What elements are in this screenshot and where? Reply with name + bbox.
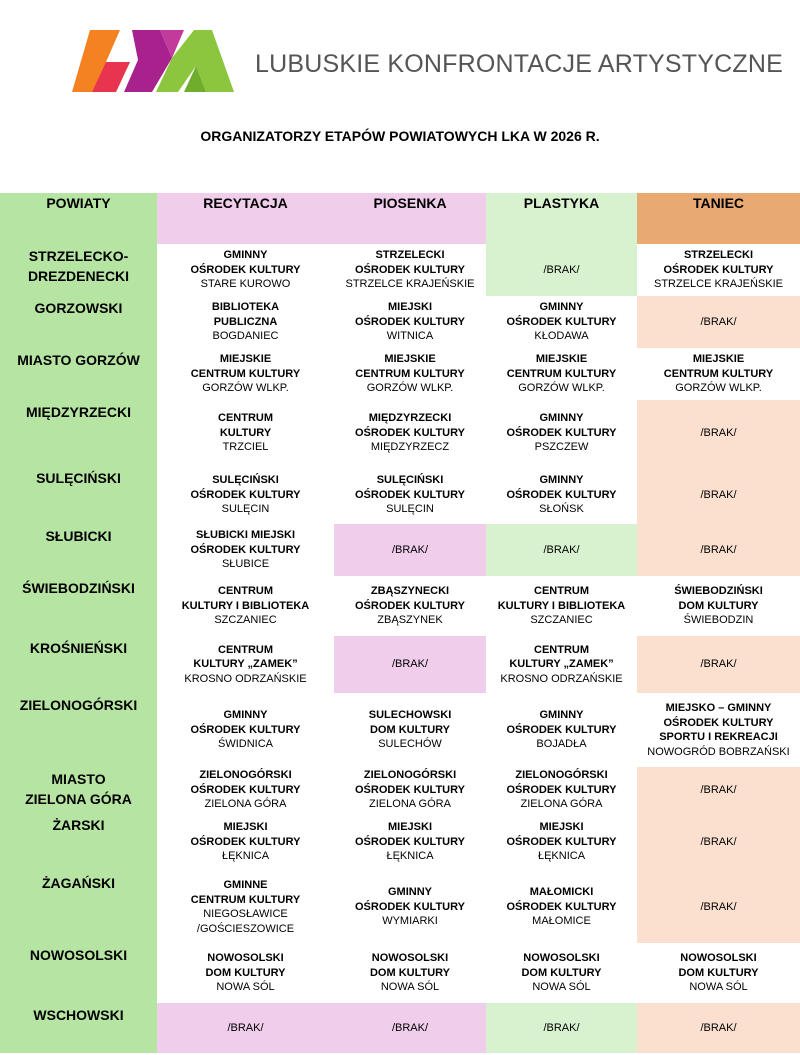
organizer-name: KULTURY „ZAMEK” [193, 658, 298, 671]
organizer-name: DOM KULTURY [205, 966, 286, 979]
piosenka-organizer-cell [334, 693, 486, 767]
organizer-name: CENTRUM [534, 643, 589, 656]
organizer-name: OŚRODEK KULTURY [506, 488, 617, 501]
organizer-location: NIEGOSŁAWICE [203, 908, 288, 920]
recytacja-organizer-cell [157, 636, 334, 693]
organizer-name: OŚRODEK KULTURY [190, 723, 301, 736]
powiat-name-line: DREZDENECKI [27, 268, 130, 284]
organizer-location: SZCZANIEC [214, 614, 277, 627]
table-row [0, 348, 800, 400]
organizer-location: PSZCZEW [534, 441, 589, 454]
organizer-name: MIEJSKI [223, 821, 268, 834]
organizer-name: OŚRODEK KULTURY [190, 835, 301, 848]
organizer-name: OŚRODEK KULTURY [663, 716, 774, 729]
taniec-organizer-cell [637, 693, 800, 767]
organizer-name: OŚRODEK KULTURY [355, 315, 465, 328]
organizer-location: NOWOGRÓD BOBRZAŃSKI [647, 745, 790, 758]
organizer-name: GMINNE [223, 879, 268, 891]
organizer-location: ZBĄSZYNEK [377, 614, 443, 627]
organizer-name: OŚRODEK KULTURY [190, 488, 301, 501]
organizer-location: STRZELCE KRAJEŃSKIE [345, 278, 475, 291]
recytacja-empty-cell: /BRAK/ [157, 1003, 334, 1053]
powiat-name-line: ŻAGAŃSKI [41, 875, 116, 891]
organizer-location: GORZÓW WLKP. [202, 382, 289, 395]
table-row [0, 244, 800, 296]
powiat-name-line: ŻARSKI [52, 817, 105, 833]
organizer-location: ZIELONA GÓRA [520, 798, 603, 811]
organizer-location: SZCZANIEC [530, 614, 593, 627]
organizer-name: NOWOSOLSKI [680, 952, 757, 965]
plastyka-empty-cell: /BRAK/ [486, 244, 637, 296]
recytacja-organizer-cell [157, 943, 334, 1003]
powiat-name-line: ZIELONOGÓRSKI [19, 697, 138, 713]
organizer-name: CENTRUM [218, 585, 273, 598]
organizer-location: GORZÓW WLKP. [366, 382, 454, 395]
organizer-name: GMINNY [539, 412, 584, 425]
powiat-name [0, 576, 157, 636]
taniec-organizer-cell [637, 576, 800, 636]
taniec-empty-cell: /BRAK/ [637, 813, 800, 871]
powiat-name [0, 244, 157, 296]
recytacja-organizer-cell [157, 348, 334, 400]
piosenka-organizer-cell [334, 400, 486, 466]
plastyka-organizer-cell [486, 693, 637, 767]
powiat-name [0, 524, 157, 576]
recytacja-organizer-cell [157, 813, 334, 871]
organizer-location: BOGDANIEC [212, 330, 279, 343]
organizer-name: CENTRUM [218, 412, 273, 425]
recytacja-organizer-cell [157, 524, 334, 576]
table-row [0, 296, 800, 348]
powiat-name [0, 767, 157, 813]
organizer-name: PUBLICZNA [213, 315, 278, 328]
organizer-name: OŚRODEK KULTURY [355, 783, 465, 796]
recytacja-organizer-cell [157, 244, 334, 296]
piosenka-organizer-cell [334, 296, 486, 348]
powiat-name-line: MIĘDZYRZECKI [26, 404, 131, 420]
powiat-name-line: GORZOWSKI [34, 300, 123, 316]
header-taniec: TANIEC [637, 193, 800, 244]
organizer-location: NOWA SÓL [216, 981, 275, 994]
header-piosenka: PIOSENKA [334, 193, 486, 244]
organizer-location: ZIELONA GÓRA [369, 798, 451, 811]
organizer-name: SULĘCIŃSKI [212, 474, 279, 487]
table-row [0, 943, 800, 1003]
plastyka-organizer-cell [486, 296, 637, 348]
organizer-name: NOWOSOLSKI [523, 952, 600, 965]
table-row [0, 636, 800, 693]
organizer-name: OŚRODEK KULTURY [663, 263, 774, 276]
taniec-empty-cell: /BRAK/ [637, 636, 800, 693]
plastyka-organizer-cell [486, 400, 637, 466]
organizer-name: ZIELONOGÓRSKI [515, 769, 608, 782]
organizer-location: KROSNO ODRZAŃSKIE [184, 672, 307, 685]
organizer-name: STRZELECKI [683, 249, 754, 262]
organizer-name: OŚRODEK KULTURY [190, 543, 301, 556]
organizer-location: ŁĘKNICA [537, 850, 586, 863]
powiat-name [0, 871, 157, 943]
organizer-name: OŚRODEK KULTURY [355, 599, 465, 612]
organizer-name: OŚRODEK KULTURY [190, 783, 301, 796]
organizer-name: OŚRODEK KULTURY [355, 835, 465, 848]
organizer-name: NOWOSOLSKI [207, 952, 284, 965]
plastyka-empty-cell: /BRAK/ [486, 1003, 637, 1053]
table-header-row [0, 193, 800, 244]
organizer-location: MIĘDZYRZECZ [370, 441, 450, 454]
powiat-name-line: NOWOSOLSKI [29, 947, 128, 963]
organizer-location: WITNICA [386, 330, 434, 343]
organizer-name: KULTURY I BIBLIOTEKA [181, 599, 310, 612]
organizer-name: DOM KULTURY [369, 723, 451, 736]
organizer-name: KULTURY I BIBLIOTEKA [497, 599, 626, 612]
organizer-name: CENTRUM KULTURY [663, 367, 774, 380]
taniec-empty-cell: /BRAK/ [637, 1003, 800, 1053]
taniec-organizer-cell [637, 943, 800, 1003]
header-powiaty: POWIATY [0, 193, 157, 244]
organizer-location: SULĘCIN [221, 503, 270, 516]
powiat-name-line: WSCHOWSKI [33, 1007, 124, 1023]
powiat-name [0, 466, 157, 524]
organizer-name: MAŁOMICKI [529, 886, 594, 899]
organizer-location: NOWA SÓL [380, 981, 440, 994]
plastyka-organizer-cell [486, 767, 637, 813]
organizer-location: MAŁOMICE [532, 915, 591, 928]
taniec-empty-cell: /BRAK/ [637, 767, 800, 813]
organizer-location: NOWA SÓL [689, 981, 748, 994]
organizer-name: OŚRODEK KULTURY [506, 315, 617, 328]
organizer-name: MIEJSKIE [692, 353, 745, 366]
page-title: ORGANIZATORZY ETAPÓW POWIATOWYCH LKA W 2026 R. [200, 128, 600, 144]
powiat-name-line: MIASTO GORZÓW [17, 352, 140, 368]
taniec-organizer-cell [637, 348, 800, 400]
recytacja-organizer-cell [157, 767, 334, 813]
table-row [0, 871, 800, 943]
organizer-name: MIEJSKI [387, 301, 432, 314]
organizer-name: SULECHOWSKI [368, 709, 452, 722]
organizer-name: GMINNY [388, 886, 432, 899]
organizer-name: OŚRODEK KULTURY [355, 426, 465, 439]
plastyka-organizer-cell [486, 466, 637, 524]
plastyka-organizer-cell [486, 348, 637, 400]
recytacja-organizer-cell [157, 871, 334, 943]
organizer-name: MIEJSKI [387, 821, 432, 834]
organizer-location: ŚWIDNICA [218, 738, 273, 751]
taniec-organizer-cell [637, 244, 800, 296]
organizer-name: BIBLIOTEKA [211, 301, 280, 314]
powiat-name [0, 813, 157, 871]
table-row [0, 693, 800, 767]
organizer-name: DOM KULTURY [678, 599, 759, 612]
organizer-location: STARE KUROWO [200, 278, 291, 291]
organizer-name: GMINNY [539, 301, 584, 314]
plastyka-organizer-cell [486, 636, 637, 693]
organizer-location: ŁĘKNICA [386, 850, 434, 863]
organizer-name: CENTRUM [534, 585, 589, 598]
powiat-name [0, 636, 157, 693]
powiat-name-line: SŁUBICKI [45, 528, 112, 544]
organizer-name: OŚRODEK KULTURY [506, 426, 617, 439]
powiat-name-line: SULĘCIŃSKI [36, 470, 121, 486]
organizer-name: GMINNY [223, 249, 268, 262]
piosenka-organizer-cell [334, 871, 486, 943]
table-row [0, 524, 800, 576]
organizer-name: MIEJSKIE [535, 353, 588, 366]
organizer-location: SULĘCIN [386, 503, 434, 516]
piosenka-empty-cell: /BRAK/ [334, 524, 486, 576]
organizer-name: OŚRODEK KULTURY [506, 900, 617, 913]
piosenka-organizer-cell [334, 943, 486, 1003]
header-recytacja: RECYTACJA [157, 193, 334, 244]
page-header [0, 0, 800, 110]
taniec-empty-cell: /BRAK/ [637, 524, 800, 576]
organizer-name: GMINNY [223, 709, 268, 722]
organizer-name: ZBĄSZYNECKI [370, 585, 450, 598]
organizer-location: SŁOŃSK [539, 503, 584, 516]
taniec-empty-cell: /BRAK/ [637, 400, 800, 466]
table-row [0, 400, 800, 466]
piosenka-organizer-cell [334, 767, 486, 813]
powiat-name [0, 943, 157, 1003]
powiat-name [0, 693, 157, 767]
piosenka-organizer-cell [334, 576, 486, 636]
organizers-table [0, 193, 800, 1053]
organizer-name: ZIELONOGÓRSKI [199, 769, 292, 782]
powiat-name [0, 348, 157, 400]
recytacja-organizer-cell [157, 466, 334, 524]
powiat-name-line: STRZELECKO- [28, 248, 129, 264]
header-plastyka: PLASTYKA [486, 193, 637, 244]
organizer-name: CENTRUM [218, 643, 273, 656]
piosenka-organizer-cell [334, 244, 486, 296]
organizer-location: STRZELCE KRAJEŃSKIE [654, 278, 783, 291]
table-row [0, 576, 800, 636]
organizer-name: OŚRODEK KULTURY [355, 488, 465, 501]
piosenka-organizer-cell [334, 466, 486, 524]
organizer-name: MIEJSKIE [384, 353, 436, 366]
piosenka-empty-cell: /BRAK/ [334, 1003, 486, 1053]
organizer-name: MIEJSKIE [219, 353, 272, 366]
organizer-name: CENTRUM KULTURY [355, 367, 465, 380]
powiat-name [0, 1003, 157, 1053]
powiat-name [0, 296, 157, 348]
organizer-location: SŁUBICE [221, 558, 270, 571]
organizer-location: ŁĘKNICA [221, 850, 270, 863]
organizer-name: CENTRUM KULTURY [190, 367, 301, 380]
organizer-location: KŁODAWA [534, 330, 589, 343]
organizer-name: STRZELECKI [375, 249, 445, 262]
plastyka-organizer-cell [486, 943, 637, 1003]
organizer-name: SULĘCIŃSKI [376, 474, 444, 487]
organizer-location: SULECHÓW [378, 738, 442, 751]
organizer-name: MIĘDZYRZECKI [368, 412, 452, 425]
organizer-name: ŚWIEBODZIŃSKI [674, 585, 763, 598]
organizer-location: BOJADŁA [536, 738, 587, 751]
plastyka-organizer-cell [486, 871, 637, 943]
organizer-name: DOM KULTURY [678, 966, 759, 979]
organizer-name: OŚRODEK KULTURY [506, 835, 617, 848]
recytacja-organizer-cell [157, 693, 334, 767]
piosenka-empty-cell: /BRAK/ [334, 636, 486, 693]
organizer-name: OŚRODEK KULTURY [355, 900, 465, 913]
plastyka-organizer-cell [486, 813, 637, 871]
organizer-name: SŁUBICKI MIEJSKI [195, 529, 295, 542]
powiat-name-line: ZIELONA GÓRA [25, 791, 132, 807]
taniec-empty-cell: /BRAK/ [637, 466, 800, 524]
powiat-name-line: MIASTO [51, 771, 106, 787]
organizer-name: KULTURY „ZAMEK” [509, 658, 614, 671]
taniec-empty-cell: /BRAK/ [637, 296, 800, 348]
brand-name: LUBUSKIE KONFRONTACJE ARTYSTYCZNE [255, 50, 783, 78]
organizer-location: GORZÓW WLKP. [518, 382, 605, 395]
organizer-name: NOWOSOLSKI [371, 952, 449, 965]
powiat-name [0, 400, 157, 466]
recytacja-organizer-cell [157, 296, 334, 348]
organizer-name: CENTRUM KULTURY [506, 367, 617, 380]
organizer-name: CENTRUM KULTURY [190, 893, 301, 906]
recytacja-organizer-cell [157, 576, 334, 636]
organizer-location: ZIELONA GÓRA [204, 798, 287, 811]
recytacja-organizer-cell [157, 400, 334, 466]
plastyka-empty-cell: /BRAK/ [486, 524, 637, 576]
organizer-name: DOM KULTURY [369, 966, 451, 979]
table-row [0, 767, 800, 813]
lka-logo-icon [72, 30, 234, 92]
organizer-name: DOM KULTURY [521, 966, 602, 979]
organizer-name: GMINNY [539, 709, 584, 722]
organizer-name: ZIELONOGÓRSKI [363, 769, 457, 782]
organizer-location: /GOŚCIESZOWICE [196, 922, 295, 935]
organizer-location: TRZCIEL [222, 441, 269, 454]
organizer-location: GORZÓW WLKP. [675, 382, 762, 395]
organizer-location: WYMIARKI [382, 915, 438, 928]
organizer-location: NOWA SÓL [532, 981, 591, 994]
piosenka-organizer-cell [334, 813, 486, 871]
piosenka-organizer-cell [334, 348, 486, 400]
taniec-empty-cell: /BRAK/ [637, 871, 800, 943]
powiat-name-line: KROŚNIEŃSKI [29, 640, 128, 656]
organizer-name: OŚRODEK KULTURY [190, 263, 301, 276]
table-row [0, 813, 800, 871]
powiat-name-line: ŚWIEBODZIŃSKI [22, 580, 135, 596]
table-row [0, 1003, 800, 1053]
organizer-name: OŚRODEK KULTURY [355, 263, 465, 276]
organizer-location: ŚWIEBODZIN [683, 614, 754, 627]
organizer-name: MIEJSKO – GMINNY [665, 702, 772, 714]
table-row [0, 466, 800, 524]
organizer-name: OŚRODEK KULTURY [506, 723, 617, 736]
organizer-location: KROSNO ODRZAŃSKIE [500, 672, 623, 685]
organizer-name: GMINNY [539, 474, 584, 487]
plastyka-organizer-cell [486, 576, 637, 636]
organizer-name: OŚRODEK KULTURY [506, 783, 617, 796]
organizer-name: SPORTU I REKREACJI [659, 731, 778, 743]
organizer-name: MIEJSKI [539, 821, 584, 834]
organizer-name: KULTURY [219, 426, 272, 439]
